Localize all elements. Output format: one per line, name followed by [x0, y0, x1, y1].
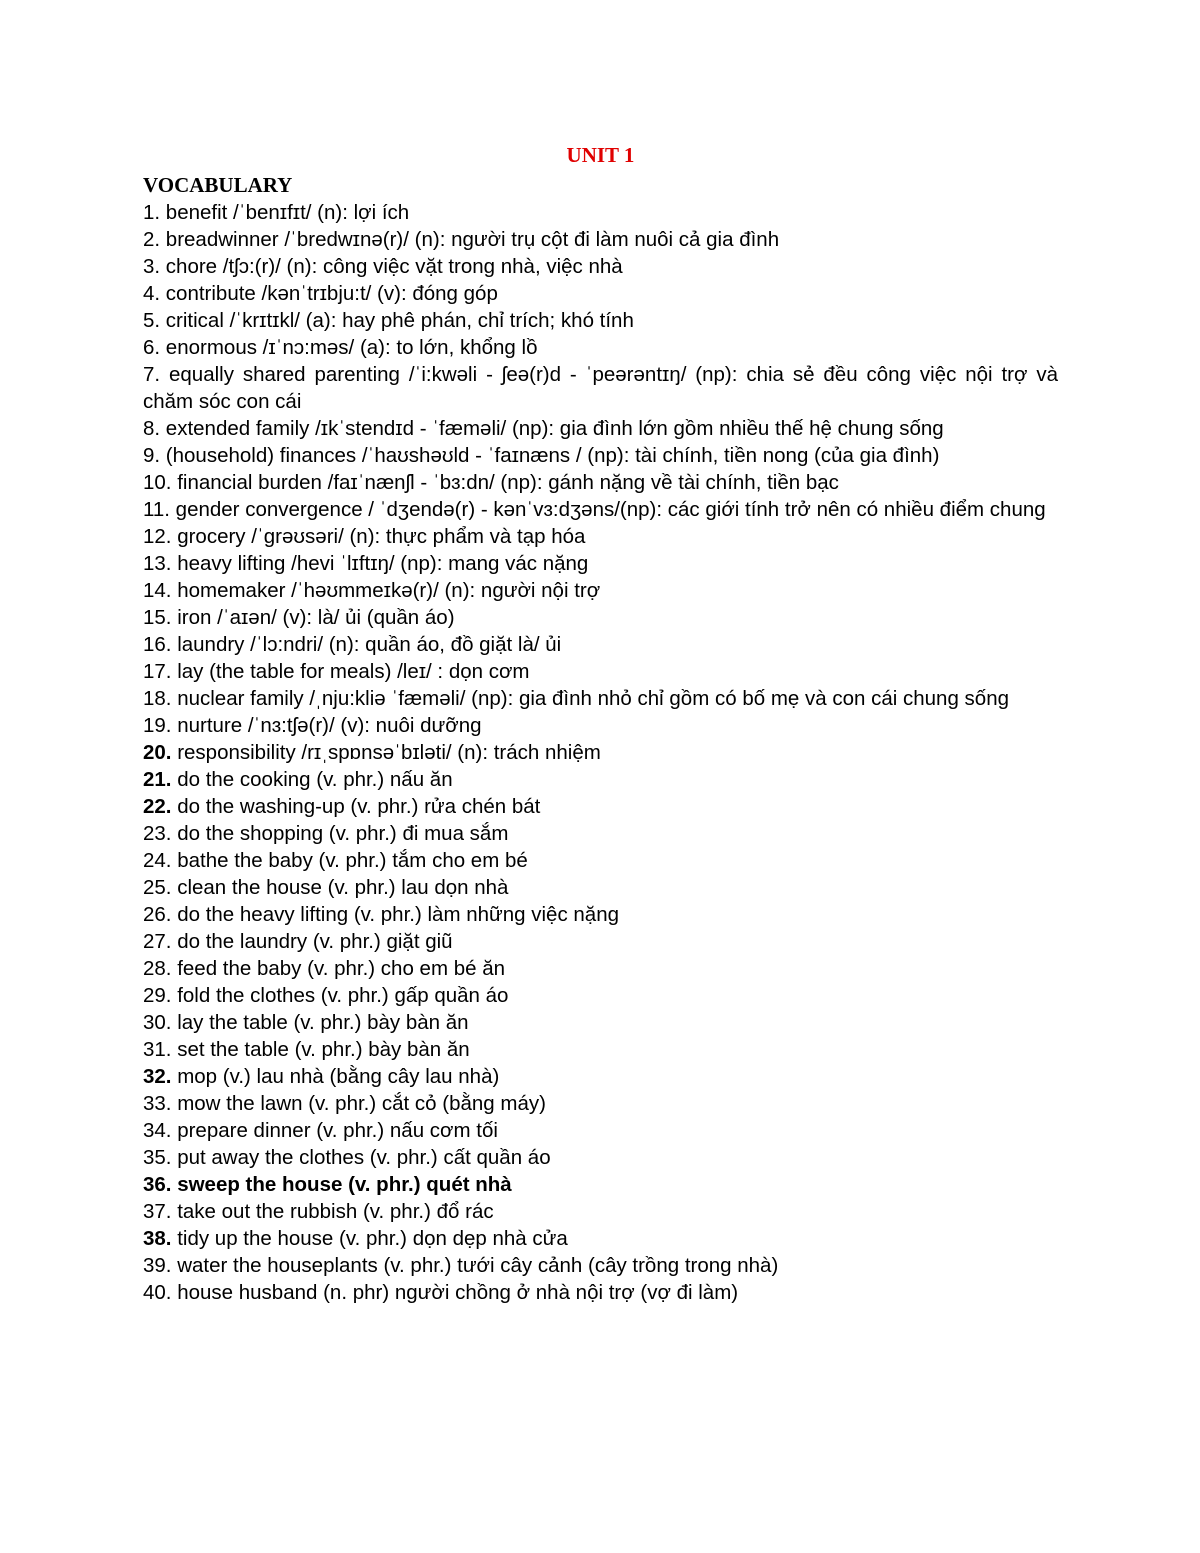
vocab-item-number: 27.: [143, 930, 172, 953]
vocab-item: [143, 496, 1058, 523]
vocab-item-text: grocery /ˈgrəʊsəri/ (n): thực phẩm và tạp hóa: [171, 525, 586, 548]
vocab-item: [143, 280, 1058, 307]
vocab-item-number: 30.: [143, 1011, 172, 1034]
vocab-item: [143, 199, 1058, 226]
vocab-item-number: 24.: [143, 849, 172, 872]
vocab-item: [143, 1009, 1058, 1036]
vocab-item-text: critical /ˈkrɪtɪkl/ (a): hay phê phán, chỉ trích; khó tính: [160, 309, 634, 332]
vocab-item-number: 12.: [143, 525, 172, 548]
vocab-item-number: 28.: [143, 957, 172, 980]
vocab-item-text: prepare dinner (v. phr.) nấu cơm tối: [171, 1119, 498, 1142]
vocab-item-number: 6.: [143, 336, 161, 359]
vocab-item: [143, 1063, 1058, 1090]
vocab-item-text: mow the lawn (v. phr.) cắt cỏ (bằng máy): [171, 1092, 546, 1115]
vocab-item-number: 40.: [143, 1281, 172, 1304]
vocab-item-text: benefit /ˈbenɪfɪt/ (n): lợi ích: [160, 201, 410, 224]
vocab-item-text: house husband (n. phr) người chồng ở nhà nội trợ (vợ đi làm): [171, 1281, 739, 1304]
vocab-item-number: 21.: [143, 768, 172, 791]
vocab-item: [143, 739, 1058, 766]
vocab-item: [143, 1036, 1058, 1063]
vocab-item: [143, 712, 1058, 739]
vocab-item-text: laundry /ˈlɔ:ndri/ (n): quần áo, đồ giặt là/ ủi: [171, 633, 562, 656]
vocab-item-text: enormous /ɪˈnɔ:məs/ (a): to lớn, khổng lồ: [160, 336, 538, 359]
vocab-item-number: 7.: [143, 363, 161, 386]
vocab-item-number: 14.: [143, 579, 172, 602]
vocab-item: [143, 766, 1058, 793]
vocab-item-number: 26.: [143, 903, 172, 926]
section-heading: VOCABULARY: [143, 173, 293, 197]
vocab-item-number: 34.: [143, 1119, 172, 1142]
vocab-item-number: 5.: [143, 309, 161, 332]
vocab-item-text: financial burden /faɪˈnænʃl - ˈbɜ:dn/ (np): gánh nặng về tài chính, tiền bạc: [171, 471, 839, 494]
vocab-item: [143, 253, 1058, 280]
vocab-item-number: 9.: [143, 444, 161, 467]
vocab-item: [143, 631, 1058, 658]
vocab-item-text: chore /tʃɔ:(r)/ (n): công việc vặt trong nhà, việc nhà: [160, 255, 623, 278]
vocab-item-text: clean the house (v. phr.) lau dọn nhà: [171, 876, 509, 899]
vocab-item-text: equally shared parenting /ˈi:kwəli - ʃeə(r)d - ˈpeərəntɪŋ/ (np): chia sẻ đều công việc nội trợ và chăm sóc con cái: [143, 363, 1058, 413]
vocab-item-number: 35.: [143, 1146, 172, 1169]
vocab-item: [143, 1252, 1058, 1279]
vocab-item-text: (household) finances /ˈhaʊshəʊld - ˈfaɪnæns / (np): tài chính, tiền nong (của gia đình): [160, 444, 940, 467]
vocab-item-text: heavy lifting /hevi ˈlɪftɪŋ/ (np): mang vác nặng: [171, 552, 589, 575]
vocab-item-text: set the table (v. phr.) bày bàn ăn: [171, 1038, 470, 1061]
vocab-item: [143, 1198, 1058, 1225]
vocab-item: [143, 361, 1058, 415]
vocab-item-number: 10.: [143, 471, 172, 494]
vocab-item-number: 11.: [143, 498, 170, 521]
vocab-item-text: contribute /kənˈtrɪbju:t/ (v): đóng góp: [160, 282, 498, 305]
vocab-item-number: 33.: [143, 1092, 172, 1115]
vocab-item: [143, 469, 1058, 496]
vocab-item-text: water the houseplants (v. phr.) tưới cây cảnh (cây trồng trong nhà): [171, 1254, 779, 1277]
document-content: [143, 140, 1058, 1306]
vocab-item-number: 18.: [143, 687, 172, 710]
vocab-item: [143, 577, 1058, 604]
vocab-item-text: breadwinner /ˈbredwɪnə(r)/ (n): người trụ cột đi làm nuôi cả gia đình: [160, 228, 780, 251]
vocab-item-text: take out the rubbish (v. phr.) đổ rác: [171, 1200, 494, 1223]
vocab-item-text: responsibility /rɪˌspɒnsəˈbɪləti/ (n): trách nhiệm: [171, 741, 601, 764]
vocab-item: [143, 1117, 1058, 1144]
vocab-item-text: tidy up the house (v. phr.) dọn dẹp nhà cửa: [171, 1227, 568, 1250]
vocab-item: [143, 928, 1058, 955]
vocab-item: [143, 604, 1058, 631]
vocab-item: [143, 901, 1058, 928]
vocab-item: [143, 874, 1058, 901]
vocab-item-number: 8.: [143, 417, 161, 440]
vocab-item-text: do the shopping (v. phr.) đi mua sắm: [171, 822, 509, 845]
vocab-item-number: 13.: [143, 552, 172, 575]
vocab-item-text: sweep the house (v. phr.) quét nhà: [171, 1173, 512, 1196]
vocab-item: [143, 982, 1058, 1009]
vocab-item-number: 1.: [143, 201, 161, 224]
vocab-item-number: 29.: [143, 984, 172, 1007]
vocab-item: [143, 226, 1058, 253]
vocab-item-number: 37.: [143, 1200, 172, 1223]
vocab-item-text: iron /ˈaɪən/ (v): là/ ủi (quần áo): [171, 606, 455, 629]
vocab-item-text: gender convergence / ˈdʒendə(r) - kənˈvɜ:dʒəns/(np): các giới tính trở nên có nhiều điểm chung: [169, 498, 1046, 521]
vocab-item: [143, 847, 1058, 874]
vocab-item: [143, 1144, 1058, 1171]
vocab-item-text: nuclear family /ˌnju:kliə ˈfæməli/ (np): gia đình nhỏ chỉ gồm có bố mẹ và con cái chung sống: [171, 687, 1009, 710]
vocab-item-text: do the laundry (v. phr.) giặt giũ: [171, 930, 453, 953]
vocab-item-number: 32.: [143, 1065, 172, 1088]
vocab-item-number: 38.: [143, 1227, 172, 1250]
vocab-item-text: homemaker /ˈhəʊmmeɪkə(r)/ (n): người nội trợ: [171, 579, 601, 602]
vocab-item-number: 20.: [143, 741, 172, 764]
vocab-item: [143, 415, 1058, 442]
vocab-item-text: do the washing-up (v. phr.) rửa chén bát: [171, 795, 541, 818]
unit-title: UNIT 1: [566, 143, 635, 167]
vocab-item-text: fold the clothes (v. phr.) gấp quần áo: [171, 984, 509, 1007]
vocab-item-number: 25.: [143, 876, 172, 899]
vocab-item-number: 39.: [143, 1254, 172, 1277]
vocab-item-text: extended family /ɪkˈstendɪd - ˈfæməli/ (np): gia đình lớn gồm nhiều thế hệ chung sống: [160, 417, 944, 440]
vocab-item: [143, 1090, 1058, 1117]
vocab-item-number: 17.: [143, 660, 172, 683]
vocab-item-number: 16.: [143, 633, 172, 656]
vocab-item-text: do the heavy lifting (v. phr.) làm những việc nặng: [171, 903, 620, 926]
vocab-item: [143, 793, 1058, 820]
vocab-item-number: 23.: [143, 822, 172, 845]
vocab-item-text: lay the table (v. phr.) bày bàn ăn: [171, 1011, 469, 1034]
vocab-item: [143, 1171, 1058, 1198]
vocab-item-text: nurture /ˈnɜ:tʃə(r)/ (v): nuôi dưỡng: [171, 714, 482, 737]
vocab-item: [143, 307, 1058, 334]
vocab-item-number: 31.: [143, 1038, 172, 1061]
vocab-item-text: bathe the baby (v. phr.) tắm cho em bé: [171, 849, 528, 872]
vocab-item: [143, 685, 1058, 712]
vocabulary-list: [143, 199, 1058, 1306]
vocab-item: [143, 1279, 1058, 1306]
vocab-item: [143, 334, 1058, 361]
vocab-item: [143, 523, 1058, 550]
vocab-item: [143, 820, 1058, 847]
vocab-item-number: 15.: [143, 606, 172, 629]
vocab-item: [143, 1225, 1058, 1252]
vocab-item: [143, 442, 1058, 469]
vocab-item-text: do the cooking (v. phr.) nấu ăn: [171, 768, 453, 791]
vocab-item-text: put away the clothes (v. phr.) cất quần áo: [171, 1146, 551, 1169]
vocab-item-text: mop (v.) lau nhà (bằng cây lau nhà): [171, 1065, 500, 1088]
vocab-item-number: 22.: [143, 795, 172, 818]
vocab-item: [143, 658, 1058, 685]
vocab-item-number: 3.: [143, 255, 161, 278]
vocab-item-number: 2.: [143, 228, 161, 251]
vocab-item: [143, 955, 1058, 982]
vocab-item: [143, 550, 1058, 577]
vocab-item-number: 4.: [143, 282, 161, 305]
vocab-item-text: lay (the table for meals) /leɪ/ : dọn cơm: [171, 660, 530, 683]
vocab-item-number: 36.: [143, 1173, 172, 1196]
vocab-item-number: 19.: [143, 714, 172, 737]
vocab-item-text: feed the baby (v. phr.) cho em bé ăn: [171, 957, 506, 980]
